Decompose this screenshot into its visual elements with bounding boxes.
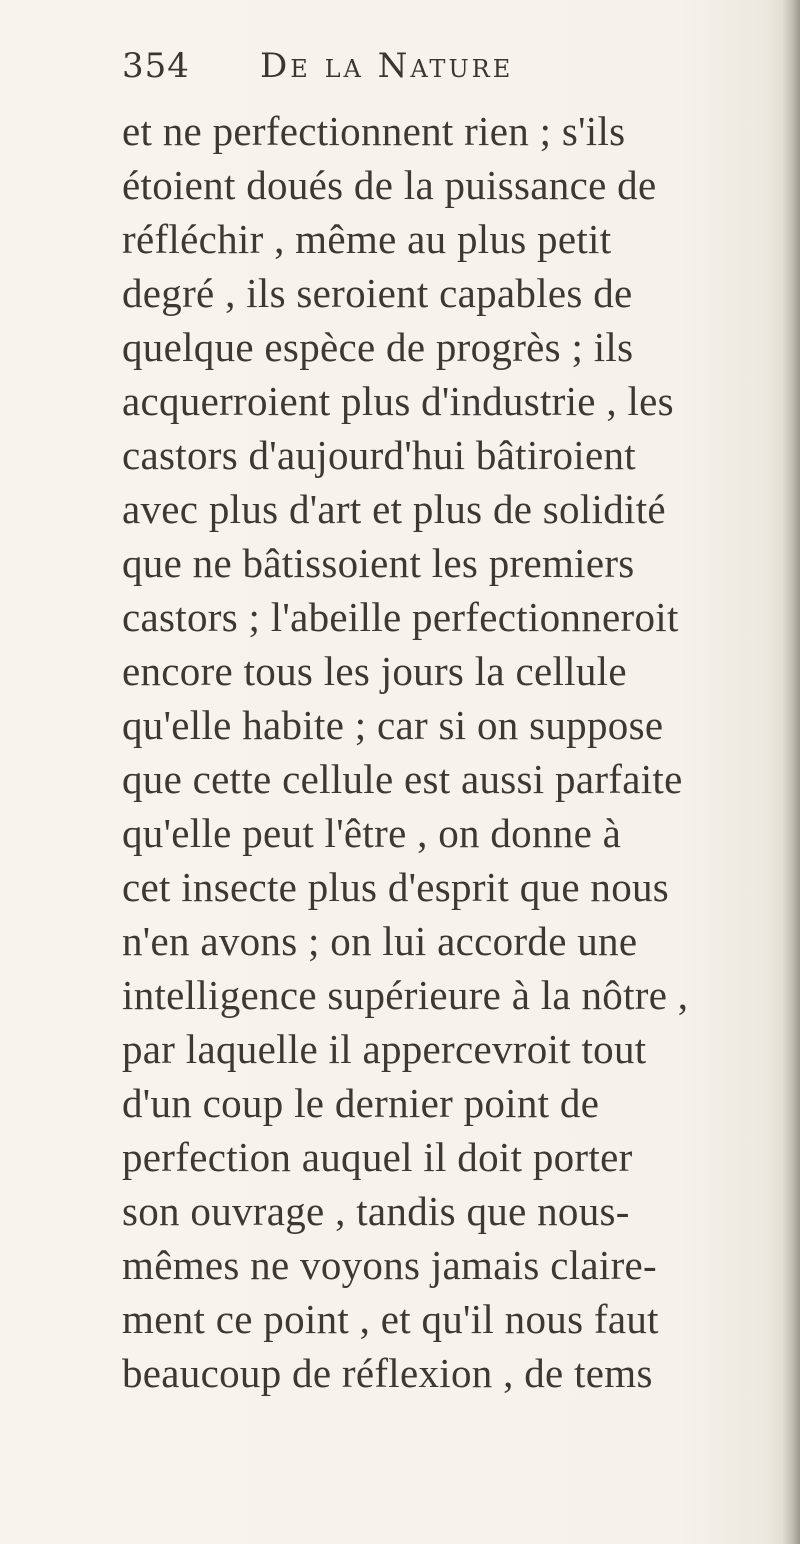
text-line: beaucoup de réflexion , de tems [122, 1350, 653, 1396]
text-line: quelque espèce de progrès ; ils [122, 324, 634, 370]
text-line: castors ; l'abeille perfectionneroit [122, 594, 679, 640]
body-text [122, 104, 762, 1400]
text-line: n'en avons ; on lui accorde une [122, 918, 638, 964]
text-line: avec plus d'art et plus de solidité [122, 486, 666, 532]
text-line: degré , ils seroient capables de [122, 270, 633, 316]
text-line: par laquelle il appercevroit tout [122, 1026, 647, 1072]
text-line: perfection auquel il doit porter [122, 1134, 633, 1180]
running-title: De la Nature [260, 46, 514, 86]
text-line: cet insecte plus d'esprit que nous [122, 864, 670, 910]
page-edge-shadow [782, 0, 800, 1544]
text-line: que ne bâtissoient les premiers [122, 540, 635, 586]
text-line: castors d'aujourd'hui bâtiroient [122, 432, 636, 478]
text-line: ment ce point , et qu'il nous faut [122, 1296, 659, 1342]
text-line: acquerroient plus d'industrie , les [122, 378, 674, 424]
text-line: réfléchir , même au plus petit [122, 216, 612, 262]
text-line: que cette cellule est aussi parfaite [122, 756, 683, 802]
text-line: qu'elle habite ; car si on suppose [122, 702, 664, 748]
text-line: étoient doués de la puissance de [122, 162, 657, 208]
text-line: son ouvrage , tandis que nous- [122, 1188, 630, 1234]
text-line: mêmes ne voyons jamais claire- [122, 1242, 657, 1288]
text-line: encore tous les jours la cellule [122, 648, 627, 694]
text-line: intelligence supérieure à la nôtre , [122, 972, 689, 1018]
page-header [122, 40, 722, 100]
text-line: d'un coup le dernier point de [122, 1080, 600, 1126]
text-line: et ne perfectionnent rien ; s'ils [122, 108, 626, 154]
text-line: qu'elle peut l'être , on donne à [122, 810, 622, 856]
page-number: 354 [122, 46, 190, 86]
